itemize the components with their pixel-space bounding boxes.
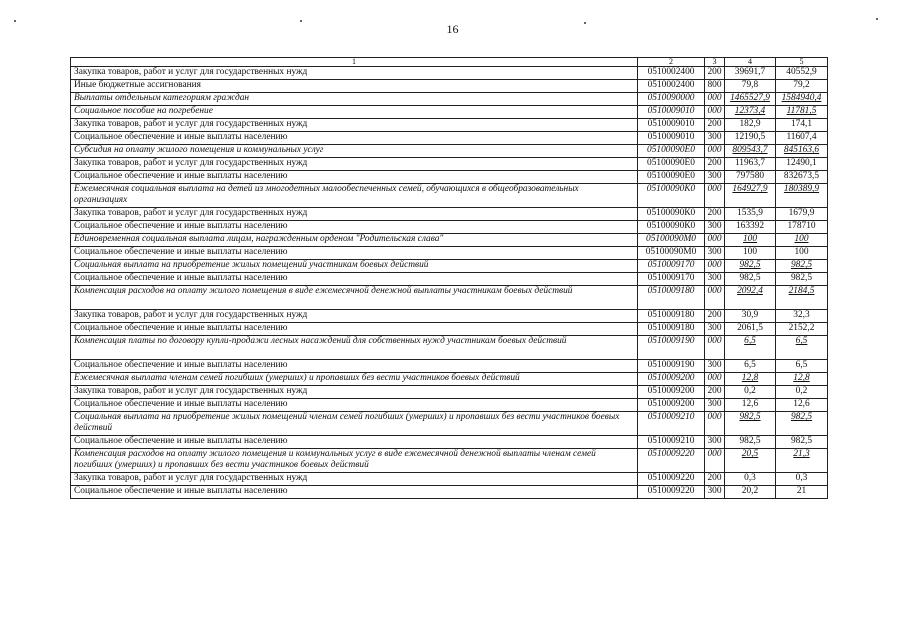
row-vr-cell: 000 [705, 449, 725, 473]
row-amount-year1-cell: 982,5 [725, 260, 776, 273]
scan-speck [14, 20, 16, 22]
row-amount-year2-cell: 79,2 [776, 80, 828, 93]
row-name-cell: Социальное обеспечение и иные выплаты населению [71, 171, 638, 184]
header-cell: 2 [638, 58, 705, 67]
row-csr-cell: 0510009010 [638, 132, 705, 145]
table-row [71, 260, 828, 273]
row-amount-year1-cell: 12,6 [725, 399, 776, 412]
row-csr-cell: 05100090М0 [638, 234, 705, 247]
row-amount-year2-cell: 832673,5 [776, 171, 828, 184]
row-vr-cell: 300 [705, 436, 725, 449]
row-csr-cell: 05100090М0 [638, 247, 705, 260]
row-vr-cell: 300 [705, 323, 725, 336]
row-vr-cell: 300 [705, 247, 725, 260]
row-vr-cell: 300 [705, 171, 725, 184]
row-name-cell: Социальное обеспечение и иные выплаты населению [71, 132, 638, 145]
row-amount-year2-cell: 982,5 [776, 436, 828, 449]
row-csr-cell: 0510009170 [638, 260, 705, 273]
table-row [71, 273, 828, 286]
budget-table [70, 57, 828, 499]
row-vr-cell: 200 [705, 158, 725, 171]
row-amount-year1-cell: 0,2 [725, 386, 776, 399]
row-vr-cell: 200 [705, 208, 725, 221]
row-name-cell: Закупка товаров, работ и услуг для государственных нужд [71, 119, 638, 132]
row-name-cell: Закупка товаров, работ и услуг для государственных нужд [71, 208, 638, 221]
row-amount-year2-cell: 21,3 [776, 449, 828, 473]
row-vr-cell: 000 [705, 106, 725, 119]
row-amount-year1-cell: 0,3 [725, 473, 776, 486]
row-amount-year1-cell: 11963,7 [725, 158, 776, 171]
table-row [71, 399, 828, 412]
row-amount-year1-cell: 2092,4 [725, 286, 776, 310]
row-vr-cell: 000 [705, 93, 725, 106]
row-amount-year2-cell: 21 [776, 486, 828, 499]
row-vr-cell: 200 [705, 473, 725, 486]
row-csr-cell: 0510009210 [638, 436, 705, 449]
row-amount-year1-cell: 20,2 [725, 486, 776, 499]
row-csr-cell: 0510009200 [638, 373, 705, 386]
table-row [71, 360, 828, 373]
table-row [71, 208, 828, 221]
row-amount-year1-cell: 20,5 [725, 449, 776, 473]
row-vr-cell: 000 [705, 184, 725, 208]
row-amount-year1-cell: 12373,4 [725, 106, 776, 119]
row-csr-cell: 0510009180 [638, 323, 705, 336]
table-row [71, 286, 828, 310]
row-csr-cell: 0510009200 [638, 399, 705, 412]
row-amount-year2-cell: 0,3 [776, 473, 828, 486]
row-csr-cell: 0510009220 [638, 473, 705, 486]
table-header-row [71, 58, 828, 67]
row-vr-cell: 000 [705, 336, 725, 360]
row-csr-cell: 05100090Е0 [638, 145, 705, 158]
row-amount-year1-cell: 809543,7 [725, 145, 776, 158]
header-cell: 5 [776, 58, 828, 67]
row-amount-year2-cell: 1584940,4 [776, 93, 828, 106]
row-csr-cell: 0510009220 [638, 449, 705, 473]
row-amount-year1-cell: 6,5 [725, 360, 776, 373]
row-csr-cell: 0510002400 [638, 67, 705, 80]
header-cell: 3 [705, 58, 725, 67]
row-vr-cell: 300 [705, 132, 725, 145]
row-amount-year2-cell: 40552,9 [776, 67, 828, 80]
table-row [71, 449, 828, 473]
table-row [71, 132, 828, 145]
row-csr-cell: 0510009200 [638, 386, 705, 399]
table-row [71, 221, 828, 234]
table-row [71, 119, 828, 132]
row-amount-year1-cell: 164927,9 [725, 184, 776, 208]
table-row [71, 171, 828, 184]
row-amount-year2-cell: 100 [776, 247, 828, 260]
row-name-cell: Социальная выплата на приобретение жилых помещений членам семей погибших (умерших) и пропавших без вести участников боевых действий [71, 412, 638, 436]
row-name-cell: Социальное обеспечение и иные выплаты населению [71, 273, 638, 286]
row-vr-cell: 000 [705, 286, 725, 310]
row-csr-cell: 0510090000 [638, 93, 705, 106]
row-vr-cell: 200 [705, 310, 725, 323]
row-amount-year2-cell: 6,5 [776, 336, 828, 360]
row-vr-cell: 200 [705, 119, 725, 132]
row-amount-year1-cell: 2061,5 [725, 323, 776, 336]
table-row [71, 184, 828, 208]
row-name-cell: Социальное обеспечение и иные выплаты населению [71, 323, 638, 336]
table-row [71, 93, 828, 106]
row-name-cell: Единовременная социальная выплата лицам, награжденным орденом "Родительская слава" [71, 234, 638, 247]
row-amount-year1-cell: 12,8 [725, 373, 776, 386]
row-name-cell: Социальное обеспечение и иные выплаты населению [71, 436, 638, 449]
row-name-cell: Субсидия на оплату жилого помещения и коммунальных услуг [71, 145, 638, 158]
row-amount-year1-cell: 12190,5 [725, 132, 776, 145]
row-amount-year1-cell: 1465527,9 [725, 93, 776, 106]
row-amount-year2-cell: 2184,5 [776, 286, 828, 310]
budget-table-body [71, 58, 828, 499]
row-amount-year1-cell: 982,5 [725, 436, 776, 449]
row-vr-cell: 300 [705, 273, 725, 286]
row-amount-year2-cell: 982,5 [776, 260, 828, 273]
row-amount-year1-cell: 797580 [725, 171, 776, 184]
row-name-cell: Социальное обеспечение и иные выплаты населению [71, 486, 638, 499]
row-csr-cell: 0510009010 [638, 119, 705, 132]
row-csr-cell: 0510009220 [638, 486, 705, 499]
row-csr-cell: 0510009180 [638, 286, 705, 310]
row-vr-cell: 300 [705, 399, 725, 412]
row-amount-year1-cell: 1535,9 [725, 208, 776, 221]
row-amount-year2-cell: 11607,4 [776, 132, 828, 145]
row-name-cell: Социальное обеспечение и иные выплаты населению [71, 247, 638, 260]
row-amount-year1-cell: 100 [725, 234, 776, 247]
table-row [71, 80, 828, 93]
row-csr-cell: 05100090К0 [638, 208, 705, 221]
row-csr-cell: 0510009190 [638, 336, 705, 360]
row-amount-year1-cell: 79,8 [725, 80, 776, 93]
row-csr-cell: 0510009190 [638, 360, 705, 373]
table-row [71, 436, 828, 449]
row-csr-cell: 05100090К0 [638, 184, 705, 208]
row-vr-cell: 000 [705, 260, 725, 273]
table-row [71, 310, 828, 323]
row-amount-year2-cell: 100 [776, 234, 828, 247]
table-row [71, 323, 828, 336]
table-row [71, 486, 828, 499]
row-name-cell: Выплаты отдельным категориям граждан [71, 93, 638, 106]
table-row [71, 158, 828, 171]
row-amount-year1-cell: 982,5 [725, 273, 776, 286]
row-name-cell: Закупка товаров, работ и услуг для государственных нужд [71, 386, 638, 399]
row-amount-year2-cell: 982,5 [776, 412, 828, 436]
row-csr-cell: 0510009210 [638, 412, 705, 436]
row-amount-year2-cell: 982,5 [776, 273, 828, 286]
row-name-cell: Ежемесячная выплата членам семей погибших (умерших) и пропавших без вести участников боевых действий [71, 373, 638, 386]
row-name-cell: Закупка товаров, работ и услуг для государственных нужд [71, 158, 638, 171]
row-vr-cell: 200 [705, 67, 725, 80]
table-row [71, 247, 828, 260]
row-amount-year1-cell: 30,9 [725, 310, 776, 323]
row-name-cell: Компенсация платы по договору купли-продажи лесных насаждений для собственных нужд участникам боевых действий [71, 336, 638, 360]
row-name-cell: Компенсация расходов на оплату жилого помещения в виде ежемесячной денежной выплаты участникам боевых действий [71, 286, 638, 310]
scan-speck [876, 18, 878, 20]
row-amount-year2-cell: 845163,6 [776, 145, 828, 158]
row-amount-year1-cell: 163392 [725, 221, 776, 234]
row-csr-cell: 0510009180 [638, 310, 705, 323]
row-amount-year1-cell: 100 [725, 247, 776, 260]
row-name-cell: Ежемесячная социальная выплата на детей из многодетных малообеспеченных семей, обучающихся в общеобразовательных организациях [71, 184, 638, 208]
row-csr-cell: 0510002400 [638, 80, 705, 93]
table-row [71, 336, 828, 360]
row-amount-year2-cell: 2152,2 [776, 323, 828, 336]
row-amount-year2-cell: 6,5 [776, 360, 828, 373]
table-row [71, 473, 828, 486]
row-amount-year1-cell: 182,9 [725, 119, 776, 132]
row-vr-cell: 300 [705, 486, 725, 499]
row-vr-cell: 000 [705, 373, 725, 386]
row-name-cell: Социальное обеспечение и иные выплаты населению [71, 360, 638, 373]
row-amount-year2-cell: 180389,9 [776, 184, 828, 208]
row-amount-year2-cell: 174,1 [776, 119, 828, 132]
row-amount-year1-cell: 982,5 [725, 412, 776, 436]
row-amount-year2-cell: 32,3 [776, 310, 828, 323]
row-amount-year2-cell: 12490,1 [776, 158, 828, 171]
table-row [71, 386, 828, 399]
table-row [71, 67, 828, 80]
row-name-cell: Социальное пособие на погребение [71, 106, 638, 119]
table-row [71, 145, 828, 158]
row-name-cell: Иные бюджетные ассигнования [71, 80, 638, 93]
row-amount-year2-cell: 178710 [776, 221, 828, 234]
row-vr-cell: 300 [705, 221, 725, 234]
row-name-cell: Социальное обеспечение и иные выплаты населению [71, 221, 638, 234]
table-row [71, 373, 828, 386]
row-csr-cell: 05100090Е0 [638, 171, 705, 184]
table-row [71, 412, 828, 436]
scan-speck [584, 22, 586, 24]
row-amount-year1-cell: 6,5 [725, 336, 776, 360]
row-csr-cell: 05100090Е0 [638, 158, 705, 171]
row-amount-year2-cell: 11781,5 [776, 106, 828, 119]
row-vr-cell: 300 [705, 360, 725, 373]
row-amount-year2-cell: 1679,9 [776, 208, 828, 221]
header-cell: 4 [725, 58, 776, 67]
row-csr-cell: 0510009010 [638, 106, 705, 119]
row-amount-year2-cell: 0,2 [776, 386, 828, 399]
row-csr-cell: 0510009170 [638, 273, 705, 286]
row-vr-cell: 800 [705, 80, 725, 93]
row-vr-cell: 000 [705, 234, 725, 247]
row-name-cell: Социальная выплата на приобретение жилых помещений участникам боевых действий [71, 260, 638, 273]
scan-speck [300, 20, 302, 22]
table-row [71, 234, 828, 247]
table-row [71, 106, 828, 119]
row-vr-cell: 200 [705, 386, 725, 399]
row-vr-cell: 000 [705, 145, 725, 158]
page-number: 16 [446, 22, 459, 36]
row-amount-year2-cell: 12,8 [776, 373, 828, 386]
row-csr-cell: 05100090К0 [638, 221, 705, 234]
row-name-cell: Социальное обеспечение и иные выплаты населению [71, 399, 638, 412]
header-cell: 1 [71, 58, 638, 67]
row-amount-year2-cell: 12,6 [776, 399, 828, 412]
row-name-cell: Компенсация расходов на оплату жилого помещения и коммунальных услуг в виде ежемесячной денежной выплаты членам семей погибших (умерших) и пропавших без вести участников боевых действий [71, 449, 638, 473]
row-amount-year1-cell: 39691,7 [725, 67, 776, 80]
row-name-cell: Закупка товаров, работ и услуг для государственных нужд [71, 473, 638, 486]
row-name-cell: Закупка товаров, работ и услуг для государственных нужд [71, 67, 638, 80]
row-vr-cell: 000 [705, 412, 725, 436]
row-name-cell: Закупка товаров, работ и услуг для государственных нужд [71, 310, 638, 323]
